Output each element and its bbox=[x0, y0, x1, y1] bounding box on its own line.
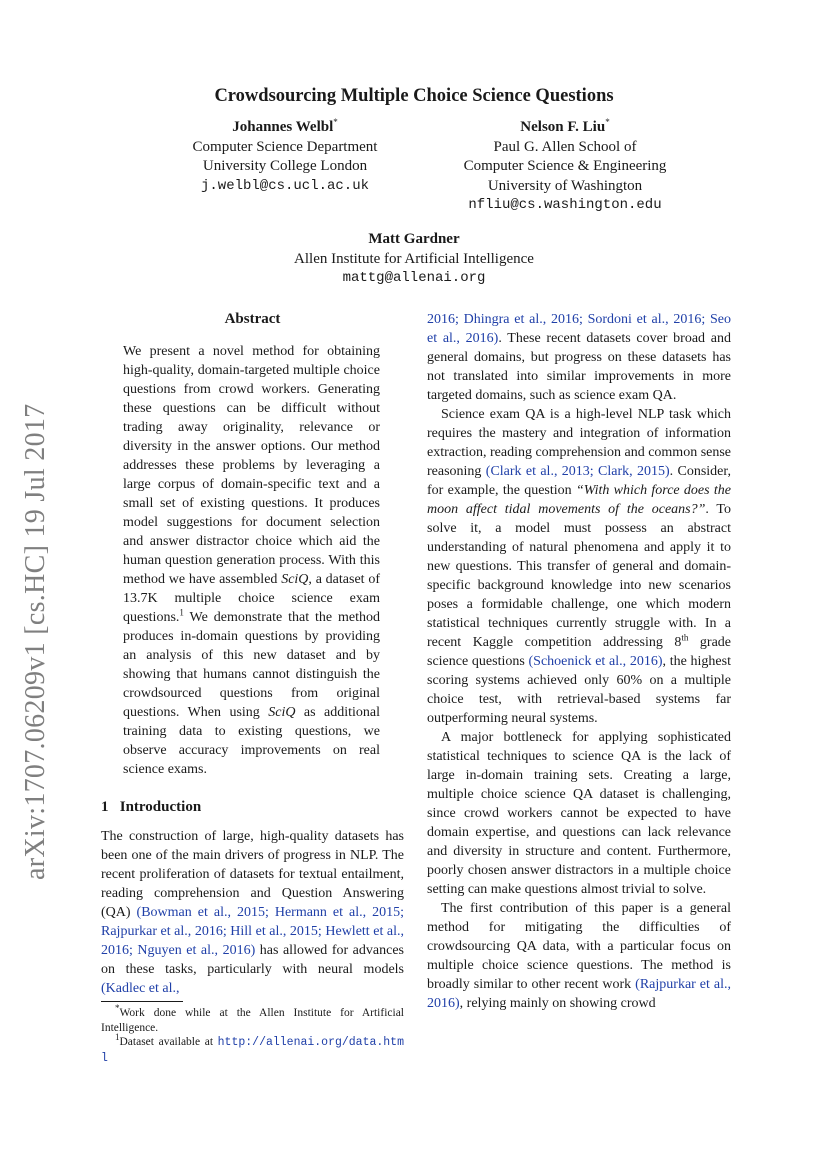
intro-paragraph-3: A major bottleneck for applying sophisticated statistical techniques to science QA is the lack of large in-domain training sets. Creating a large, multiple choice science QA dataset is challenging, since crowd workers cannot be expected to have domain expertise, and questions can lack relevance and diversity in structure and content. Furthermore, poorly chosen answer distractors in a multiple choice setting can make questions almost trivial to solve. bbox=[427, 730, 731, 897]
abstract-heading: Abstract bbox=[224, 311, 281, 327]
citation-link[interactable]: (Schoenick et al., 2016) bbox=[528, 654, 663, 669]
right-column: 2016; Dhingra et al., 2016; Sordoni et al., 2016; Seo et al., 2016). These recent datasets cover broad and general domains, but progress on these datasets has not translated into similar improvements in more targeted domains, such as science exam QA. Science exam QA is a high-level NLP task which requires the mastery and integration of information extraction, reading comprehension and common sense reasoning (Clark et al., 2013; Clark, 2015). Consider, for example, the question “With which force does the moon affect tidal movements of the oceans?”. To solve it, a model must possess an abstract understanding of natural phenomena and apply it to new questions. This transfer of general and domain-specific background knowledge into new scenarios poses a formidable challenge, one which modern statistical techniques currently struggle with. In a recent Kaggle competition addressing 8th grade science questions (Schoenick et al., 2016), the highest scoring systems achieved only 60% on a multiple choice test, with retrieval-based systems far outperforming neural systems. A major bottleneck for applying sophisticated statistical techniques to science QA is the lack of large in-domain training sets. Creating a large, multiple choice science QA dataset is challenging, since crowd workers cannot be expected to have domain expertise, and questions can lack relevance and diversity in structure and content. Furthermore, poorly chosen answer distractors in a multiple choice setting can make questions almost trivial to solve. The first contribution of this paper is a general method for mitigating the difficulties of crowdsourcing QA data, with a particular focus on multiple choice science questions. The method is broadly similar to other recent work (Rajpurkar et al., 2016), relying mainly on showing crowd bbox=[427, 312, 732, 1011]
author-mark: * bbox=[333, 117, 338, 127]
author-block-liu bbox=[420, 118, 710, 216]
author-block-gardner bbox=[0, 230, 828, 289]
citation-link[interactable]: (Rajpurkar et al., 2016) bbox=[427, 977, 731, 1011]
footnote-rule bbox=[101, 1001, 183, 1002]
author-affiliation: University of Washington bbox=[487, 177, 643, 194]
paper-title: Crowdsourcing Multiple Choice Science Questions bbox=[214, 86, 614, 106]
author-block-welbl bbox=[150, 118, 420, 196]
author-affiliation: Computer Science & Engineering bbox=[463, 158, 667, 174]
intro-paragraph-1-start: The construction of large, high-quality datasets has been one of the main drivers of progress in NLP. The recent proliferation of datasets for textual entailment, reading comprehension and Question Answering (QA) (Bowman et al., 2015; Hermann et al., 2015; Rajpurkar et al., 2016; Hill et al., 2015; Hewlett et al., 2016; Nguyen et al., 2016) has allowed for advances on these tasks, particularly with neural models (Kadlec et al., bbox=[101, 829, 405, 996]
author-name: Matt Gardner bbox=[368, 231, 460, 247]
author-affiliation: Allen Institute for Artificial Intelligence bbox=[294, 250, 534, 267]
author-email[interactable]: mattg@allenai.org bbox=[342, 270, 486, 286]
author-affiliation: Paul G. Allen School of bbox=[493, 138, 637, 155]
footnotes: *Work done while at the Allen Institute for Artificial Intelligence. $^1$Dataset available at http://allenai.org/data.html bbox=[101, 1003, 404, 1065]
author-name: Nelson F. Liu bbox=[520, 119, 606, 135]
section-heading-introduction: 1 Introduction bbox=[101, 799, 202, 815]
author-mark: * bbox=[605, 117, 610, 127]
abstract-body: We present a novel method for obtaining high-quality, domain-targeted multiple choice questions from crowd workers. Generating these questions can be difficult without trading away originality, relevance or diversity in the answer options. Our method addresses these problems by leveraging a large corpus of domain-specific text and a small set of existing questions. It produces model suggestions for document selection and answer distractor choice which aid the human question generation process. With this method we have assembled SciQ, a dataset of 13.7K multiple choice science exam questions.$^1$ We demonstrate that the method produces in-domain questions by providing an analysis of this new dataset and by showing that humans cannot distinguish the crowdsourced questions from original questions. When using SciQ as additional training data to existing questions, we observe accuracy improvements on real science exams. bbox=[123, 344, 380, 777]
author-affiliation: University College London bbox=[202, 158, 368, 174]
footnote-2: Dataset available at bbox=[119, 1036, 218, 1048]
footnote-1: Work done while at the Allen Institute for Artificial Intelligence. bbox=[101, 1007, 404, 1034]
citation-link[interactable]: (Bowman et al., 2015; Hermann et al., 2015; Rajpurkar et al., 2016; Hill et al., 2015; Hewlett et al., 2016; Nguyen et al., 2016) bbox=[101, 905, 405, 958]
author-name: Johannes Welbl bbox=[232, 119, 334, 135]
author-email[interactable]: j.welbl@cs.ucl.ac.uk bbox=[200, 177, 370, 194]
citation-link[interactable]: 2016; Dhingra et al., 2016; Sordoni et al., 2016; Seo et al., 2016) bbox=[427, 312, 731, 346]
author-email[interactable]: nfliu@cs.washington.edu bbox=[468, 197, 662, 213]
dataset-url-link[interactable]: http://allenai.org/data.html bbox=[101, 1036, 404, 1065]
intro-paragraph-4: The first contribution of this paper is a general method for mitigating the difficulties of crowdsourcing QA data, with a particular focus on multiple choice science questions. The method is broadly similar to other recent work (Rajpurkar et al., 2016), relying mainly on showing crowd bbox=[427, 901, 731, 1011]
citation-link[interactable]: (Kadlec et al., bbox=[101, 981, 180, 996]
citation-link[interactable]: (Clark et al., 2013; Clark, 2015) bbox=[485, 464, 670, 479]
intro-paragraph-2: Science exam QA is a high-level NLP task which requires the mastery and integration of information extraction, reading comprehension and common sense reasoning (Clark et al., 2013; Clark, 2015). Consider, for example, the question “With which force does the moon affect tidal movements of the oceans?”. To solve it, a model must possess an abstract understanding of natural phenomena and apply it to new questions. This transfer of general and domain-specific background knowledge into new scenarios poses a formidable challenge, one which modern statistical techniques currently struggle with. In a recent Kaggle competition addressing 8th grade science questions (Schoenick et al., 2016), the highest scoring systems achieved only 60% on a multiple choice test, with retrieval-based systems far outperforming neural systems. bbox=[427, 407, 732, 726]
arxiv-stamp: arXiv:1707.06209v1 [cs.HC] 19 Jul 2017 bbox=[20, 403, 51, 880]
author-affiliation: Computer Science Department bbox=[192, 138, 378, 155]
footnote-ref[interactable]: 1 bbox=[179, 607, 184, 618]
